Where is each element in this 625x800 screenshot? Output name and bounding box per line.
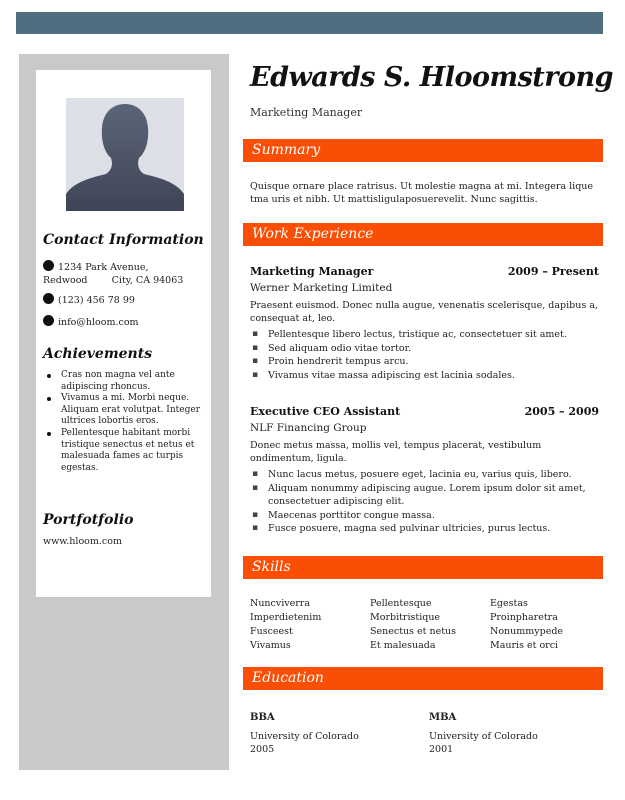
job-header [250,265,599,278]
job-bullet: ▪ Maecenas porttitor congue massa. [250,509,600,523]
job-title: Executive CEO Assistant [250,405,401,418]
summary-section-bar [243,139,603,162]
skill-item: Mauris et orci [490,640,559,651]
portfolio-link[interactable]: www.hloom.com [43,536,122,547]
education-entry [429,711,538,756]
education-section-bar [243,667,603,690]
job-bullets [250,468,600,536]
graduation-year: 2005 [250,744,275,755]
skill-item: Imperdietenim [250,612,322,623]
education-heading: Education [252,670,324,686]
job-bullets [250,328,600,382]
email-icon [43,315,54,326]
job-bullet: ▪ Vivamus vitae massa adipiscing est lacinia sodales. [250,369,600,383]
address [43,260,183,287]
job-description: Praesent euismod. Donec nulla augue, venenatis scelerisque, dapibus a, consequat at, leo. [250,300,598,324]
skill-item: Nonummypede [490,626,564,637]
phone-number: (123) 456 78 99 [58,295,135,306]
job-dates: 2005 – 2009 [524,405,599,418]
degree: MBA [429,712,457,723]
skill-item: Senectus et netus [370,626,457,637]
job-bullet: ▪ Fusce posuere, magna sed pulvinar ultricies, purus lectus. [250,522,600,536]
portfolio-heading: Portfotfolio [43,512,134,528]
email-address: info@hloom.com [58,317,139,328]
achievements-heading: Achievements [43,346,153,362]
contact-heading: Contact Information [43,232,204,248]
address-line-1: 1234 Park Avenue, [58,262,149,273]
candidate-name: Edwards S. Hloomstrong [250,62,614,93]
achievements-list [43,370,209,474]
degree: BBA [250,712,275,723]
skill-item: Morbitristique [370,612,441,623]
achievement-item: Pellentesque habitant morbi tristique senectus et netus et malesuada fames ac turpis egestas. [43,428,209,474]
phone-row [43,293,135,307]
school: University of Colorado [429,731,538,742]
job-bullet: ▪ Pellentesque libero lectus, tristique ac, consectetuer sit amet. [250,328,600,342]
email-row [43,315,139,329]
job-bullet: ▪ Sed aliquam odio vitae tortor. [250,342,600,356]
skill-item: Proinpharetra [490,612,558,623]
achievement-item: Vivamus a mi. Morbi neque. Aliquam erat volutpat. Integer ultrices lobortis eros. [43,393,209,428]
top-banner [16,12,603,34]
school: University of Colorado [250,731,359,742]
work-section-bar [243,223,603,246]
job-description: Donec metus massa, mollis vel, tempus placerat, vestibulum ondimentum, ligula. [250,440,542,464]
graduation-year: 2001 [429,744,454,755]
summary-heading: Summary [252,142,321,158]
summary-text: Quisque ornare place ratrisus. Ut molestie magna at mi. Integera lique tma uris et nibh. Ut mattisligulaposuerevelit. Nunc sagittis. [250,181,594,205]
job-company: NLF Financing Group [250,422,367,434]
phone-icon [43,293,54,304]
job-bullet: ▪ Nunc lacus metus, posuere eget, lacinia eu, varius quis, libero. [250,468,600,482]
skill-item: Et malesuada [370,640,436,651]
address-line-2: Redwood City, CA 94063 [43,275,184,286]
skills-section-bar [243,556,603,579]
skill-item: Fusceest [250,626,293,637]
job-title: Marketing Manager [250,265,374,278]
education-entry [250,711,359,756]
work-heading: Work Experience [252,226,374,242]
location-pin-icon [43,260,54,271]
job-header [250,405,599,418]
skills-grid [250,597,600,653]
job-bullet: ▪ Proin hendrerit tempus arcu. [250,355,600,369]
candidate-title: Marketing Manager [250,106,363,119]
skill-item: Vivamus [250,640,291,651]
job-company: Werner Marketing Limited [250,282,393,294]
skill-item: Pellentesque [370,598,432,609]
job-bullet: ▪ Aliquam nonummy adipiscing augue. Lorem ipsum dolor sit amet, consectetuer adipiscing elit. [250,482,600,509]
skill-item: Nuncviverra [250,598,311,609]
skill-item: Egestas [490,598,528,609]
profile-photo-placeholder [66,98,184,211]
skills-heading: Skills [252,559,291,575]
achievement-item: Cras non magna vel ante adipiscing rhoncus. [43,370,209,393]
job-dates: 2009 – Present [507,265,599,278]
